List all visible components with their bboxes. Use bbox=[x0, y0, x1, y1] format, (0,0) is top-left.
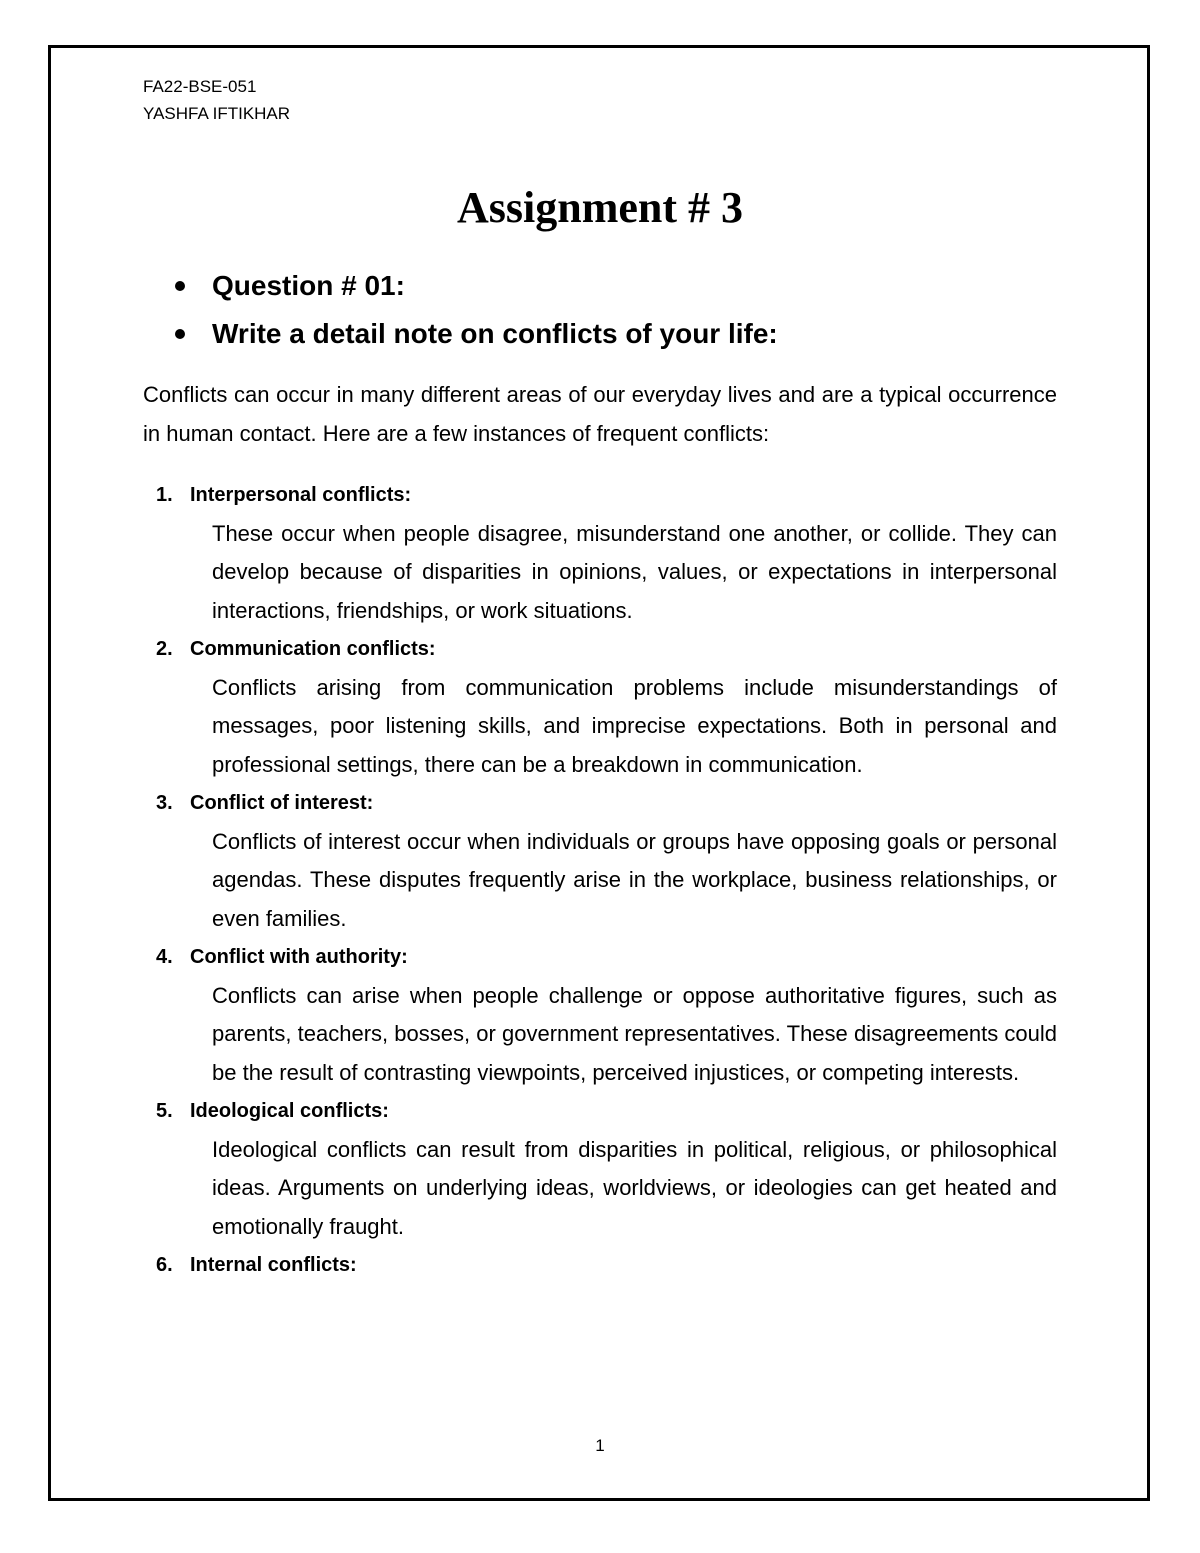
conflict-heading-text: Conflict with authority: bbox=[190, 946, 408, 968]
conflict-heading-text: Ideological conflicts: bbox=[190, 1100, 389, 1122]
conflict-heading-text: Communication conflicts: bbox=[190, 638, 436, 660]
page-number: 1 bbox=[595, 1436, 605, 1455]
conflict-number: 4. bbox=[156, 946, 173, 968]
conflict-heading bbox=[143, 784, 1057, 823]
bullet-text: Write a detail note on conflicts of your life: bbox=[212, 318, 778, 349]
conflict-heading-text: Conflict of interest: bbox=[190, 792, 374, 814]
conflict-list bbox=[143, 476, 1057, 1285]
conflict-number: 5. bbox=[156, 1100, 173, 1122]
bullet-dot-icon bbox=[175, 329, 185, 339]
conflict-item-internal bbox=[143, 1246, 1057, 1285]
intro-paragraph: Conflicts can occur in many different areas of our everyday lives and are a typical occurrence in human contact. Here are a few instances of frequent conflicts: bbox=[143, 382, 1057, 446]
conflict-item-interest bbox=[143, 784, 1057, 938]
page-title: Assignment # 3 bbox=[456, 183, 744, 232]
conflict-item-communication bbox=[143, 630, 1057, 784]
question-bullet-list bbox=[172, 262, 778, 358]
student-id: FA22-BSE-051 bbox=[143, 77, 257, 96]
conflict-heading bbox=[143, 938, 1057, 977]
conflict-item-interpersonal bbox=[143, 476, 1057, 630]
conflict-heading bbox=[143, 1246, 1057, 1285]
conflict-heading bbox=[143, 630, 1057, 669]
student-name: YASHFA IFTIKHAR bbox=[143, 104, 291, 123]
conflict-number: 1. bbox=[156, 484, 173, 506]
conflict-item-ideological bbox=[143, 1092, 1057, 1246]
conflict-description: Ideological conflicts can result from disparities in political, religious, or philosophical ideas. Arguments on underlying ideas, worldviews, or ideologies can get heated and emotionally fraught. bbox=[212, 1136, 1057, 1239]
bullet-text: Question # 01: bbox=[212, 270, 405, 301]
conflict-description: These occur when people disagree, misunderstand one another, or collide. They can develop because of disparities in opinions, values, or expectations in interpersonal interactions, friendships, or work situations. bbox=[212, 520, 1057, 623]
conflict-number: 6. bbox=[156, 1254, 173, 1276]
conflict-heading-text: Interpersonal conflicts: bbox=[190, 484, 412, 506]
bullet-item-question-text bbox=[172, 310, 778, 358]
conflict-description: Conflicts can arise when people challenge or oppose authoritative figures, such as parents, teachers, bosses, or government representatives. These disagreements could be the result of contrasting viewpoints, perceived injustices, or competing interests. bbox=[212, 982, 1057, 1085]
conflict-item-authority bbox=[143, 938, 1057, 1092]
bullet-item-question-number bbox=[172, 262, 778, 310]
bullet-dot-icon bbox=[175, 281, 185, 291]
conflict-heading bbox=[143, 1092, 1057, 1131]
conflict-number: 3. bbox=[156, 792, 173, 814]
conflict-heading-text: Internal conflicts: bbox=[190, 1254, 357, 1276]
conflict-description: Conflicts arising from communication problems include misunderstandings of messages, poor listening skills, and imprecise expectations. Both in personal and professional settings, there can be a breakdown in communication. bbox=[212, 674, 1057, 777]
conflict-number: 2. bbox=[156, 638, 173, 660]
conflict-heading bbox=[143, 476, 1057, 515]
document-header bbox=[143, 73, 290, 127]
conflict-description: Conflicts of interest occur when individuals or groups have opposing goals or personal agendas. These disputes frequently arise in the workplace, business relationships, or even families. bbox=[212, 828, 1057, 931]
